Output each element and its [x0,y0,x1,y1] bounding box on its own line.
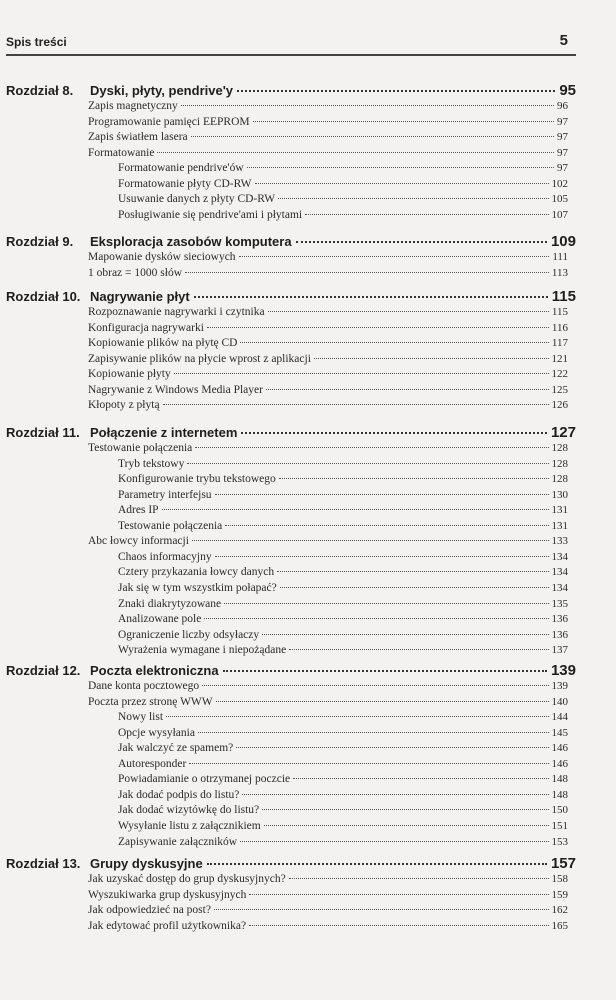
toc-entry [118,162,568,174]
entry-page: 134 [551,581,568,594]
dot-leader [215,494,549,495]
entry-page: 150 [551,804,568,817]
entry-page: 139 [551,680,568,692]
dot-leader [253,121,554,122]
entry-page: 125 [551,383,568,396]
toc-entry [88,680,568,692]
chapter-page: 115 [551,288,576,305]
dot-leader [174,373,549,374]
entry-page: 105 [551,193,568,206]
entry-title: Usuwanie danych z płyty CD-RW [118,193,276,206]
dot-leader [216,701,549,702]
entry-page: 148 [551,788,568,801]
toc-entry [118,836,568,848]
chapter-number: Rozdział 10. [6,289,81,304]
chapter-page: 109 [550,233,576,250]
chapter-heading [6,288,576,305]
toc-entry [118,758,568,770]
toc-entry [88,904,568,916]
dot-leader [214,909,549,910]
dot-leader [195,447,548,448]
dot-leader [194,296,548,298]
entry-title: Rozpoznawanie nagrywarki i czytnika [88,306,265,318]
dot-leader [241,432,547,434]
entry-title: Jak edytować profil użytkownika? [88,919,247,932]
toc-entry [88,251,568,263]
entry-title: Adres IP [118,504,159,517]
entry-page: 130 [551,488,568,501]
dot-leader [289,878,549,879]
dot-leader [157,152,554,153]
dot-leader [236,747,548,748]
toc-entry [88,100,568,112]
toc-entry [88,147,568,159]
dot-leader [181,105,554,106]
entry-title: Kopiowanie płyty [88,368,171,381]
entry-title: Chaos informacyjny [118,550,212,563]
dot-leader [240,342,548,343]
entry-title: Testowanie połączenia [88,442,193,454]
dot-leader [237,90,555,92]
entry-title: Jak walczyć ze spamem? [118,742,234,755]
chapter-number: Rozdział 9. [6,234,74,249]
entry-title: Posługiwanie się pendrive'ami i płytami [118,208,303,221]
dot-leader [268,311,549,312]
toc-entry [118,193,568,205]
running-title: Spis treści [6,35,67,49]
dot-leader [198,732,549,733]
entry-title: Nagrywanie z Windows Media Player [88,383,263,396]
entry-page: 153 [551,835,568,848]
toc-entry [88,442,568,454]
entry-title: Autoresponder [118,757,187,770]
dot-leader [279,478,549,479]
entry-page: 144 [551,711,568,724]
dot-leader [314,358,549,359]
entry-page: 134 [551,566,568,579]
entry-title: Programowanie pamięci EEPROM [88,115,250,128]
chapter-heading [6,233,576,250]
dot-leader [293,778,548,779]
toc-entry [118,489,568,501]
entry-title: Testowanie połączenia [118,519,223,532]
chapter-page: 139 [550,662,576,679]
toc-entry [88,873,568,885]
toc-entry [118,582,568,594]
entry-title: Kopiowanie plików na płytę CD [88,337,238,350]
chapter-heading [6,82,576,99]
entry-title: Znaki diakrytyzowane [118,597,222,610]
toc-entry [118,613,568,625]
entry-title: Tryb tekstowy [118,457,185,470]
entry-title: Zapis magnetyczny [88,100,178,112]
dot-leader [239,256,550,257]
page-header [6,30,576,54]
entry-page: 135 [551,597,568,610]
dot-leader [189,763,548,764]
entry-page: 159 [551,888,568,901]
dot-leader [207,863,547,865]
chapter-title: Poczta elektroniczna [90,663,219,678]
entry-title: Jak odpowiedzieć na post? [88,904,211,917]
dot-leader [166,716,548,717]
entry-page: 128 [551,442,568,454]
dot-leader [215,556,549,557]
entry-page: 117 [551,337,568,350]
entry-title: 1 obraz = 1000 słów [88,266,182,279]
chapter-heading [6,424,576,441]
toc-entry [118,820,568,832]
entry-page: 97 [557,115,568,128]
entry-page: 115 [551,306,568,318]
chapter-page: 157 [550,855,576,872]
dot-leader [223,670,547,672]
entry-title: Konfigurowanie trybu tekstowego [118,473,276,486]
entry-title: Dane konta pocztowego [88,680,200,692]
entry-page: 136 [551,613,568,626]
entry-title: Opcje wysyłania [118,726,195,739]
dot-leader [192,540,549,541]
chapter-title: Nagrywanie płyt [90,289,190,304]
toc-entry [118,520,568,532]
toc-entry [118,566,568,578]
dot-leader [225,525,548,526]
entry-title: Zapisywanie plików na płycie wprost z aplikacji [88,352,311,365]
toc-entry [88,322,568,334]
entry-title: Analizowane pole [118,613,202,626]
entry-page: 133 [551,535,568,548]
entry-title: Kłopoty z płytą [88,399,160,412]
entry-page: 134 [551,550,568,563]
entry-page: 97 [557,146,568,159]
entry-title: Cztery przykazania łowcy danych [118,566,275,579]
toc-entry [118,629,568,641]
toc-entry [118,209,568,221]
toc-entry [118,773,568,785]
chapter-title: Grupy dyskusyjne [90,856,203,871]
chapter-heading [6,662,576,679]
entry-page: 97 [557,162,568,175]
entry-page: 113 [551,266,568,279]
toc-entry [118,789,568,801]
toc-entry [118,458,568,470]
page-number: 5 [559,32,568,49]
entry-title: Abc łowcy informacji [88,535,189,548]
entry-page: 165 [551,919,568,932]
dot-leader [266,389,549,390]
dot-leader [280,587,549,588]
entry-title: Wyszukiwarka grup dyskusyjnych [88,888,247,901]
toc-entry [118,804,568,816]
dot-leader [278,198,548,199]
dot-leader [249,925,548,926]
entry-page: 96 [557,100,568,112]
entry-page: 146 [551,742,568,755]
toc-entry [88,306,568,318]
dot-leader [249,894,548,895]
chapter-heading [6,855,576,872]
dot-leader [207,327,549,328]
toc-entry [88,131,568,143]
entry-page: 128 [551,457,568,470]
entry-page: 121 [551,352,568,365]
toc-entry [118,551,568,563]
entry-page: 111 [552,251,568,263]
entry-title: Ograniczenie liczby odsyłaczy [118,628,260,641]
chapter-number: Rozdział 8. [6,83,74,98]
entry-page: 97 [557,131,568,144]
entry-title: Formatowanie [88,146,155,159]
entry-page: 140 [551,695,568,708]
toc-entry [88,116,568,128]
toc-entry [118,644,568,656]
chapter-number: Rozdział 13. [6,856,81,871]
chapter-number: Rozdział 11. [6,425,80,440]
chapter-title: Połączenie z internetem [90,425,238,440]
dot-leader [191,136,554,137]
dot-leader [262,809,548,810]
dot-leader [277,571,548,572]
entry-page: 158 [551,873,568,885]
entry-title: Jak się w tym wszystkim połapać? [118,581,277,594]
toc-entry [118,473,568,485]
entry-title: Formatowanie pendrive'ów [118,162,244,175]
entry-page: 146 [551,757,568,770]
chapter-page: 95 [559,82,576,99]
entry-page: 116 [551,321,568,334]
entry-page: 107 [551,208,568,221]
dot-leader [202,685,548,686]
dot-leader [247,167,554,168]
entry-title: Formatowanie płyty CD-RW [118,177,252,190]
entry-title: Zapis światłem lasera [88,131,188,144]
dot-leader [264,825,549,826]
entry-page: 102 [551,177,568,190]
toc-entry [88,337,568,349]
header-rule [6,54,576,56]
dot-leader [185,272,549,273]
chapter-title: Dyski, płyty, pendrive'y [90,83,234,98]
toc-entry [118,711,568,723]
dot-leader [255,183,549,184]
toc-entry [88,399,568,411]
entry-title: Jak dodać wizytówkę do listu? [118,804,260,817]
chapter-page: 127 [550,424,576,441]
dot-leader [163,404,549,405]
toc-entry [118,178,568,190]
entry-title: Zapisywanie załączników [118,835,238,848]
toc-entry [88,535,568,547]
chapter-title: Eksploracja zasobów komputera [90,234,292,249]
toc-entry [88,384,568,396]
chapter-number: Rozdział 12. [6,663,81,678]
entry-title: Jak uzyskać dostęp do grup dyskusyjnych? [88,873,286,885]
toc-entry [118,742,568,754]
entry-title: Parametry interfejsu [118,488,212,501]
dot-leader [305,214,548,215]
entry-title: Wyrażenia wymagane i niepożądane [118,644,287,657]
toc-entry [88,920,568,932]
dot-leader [240,841,548,842]
toc-entry [88,267,568,279]
dot-leader [204,618,548,619]
dot-leader [242,794,548,795]
entry-page: 145 [551,726,568,739]
dot-leader [296,241,547,243]
entry-title: Konfiguracja nagrywarki [88,321,204,334]
toc-entry [118,598,568,610]
entry-page: 126 [551,399,568,412]
dot-leader [187,463,548,464]
entry-page: 148 [551,773,568,786]
dot-leader [262,634,548,635]
entry-title: Poczta przez stronę WWW [88,695,213,708]
entry-title: Nowy list [118,711,164,724]
entry-page: 162 [551,904,568,917]
entry-page: 151 [551,819,568,832]
toc-entry [88,353,568,365]
dot-leader [162,509,549,510]
toc-entry [118,504,568,516]
toc-entry [88,889,568,901]
entry-title: Wysyłanie listu z załącznikiem [118,819,261,832]
toc-entry [88,696,568,708]
entry-page: 137 [551,644,568,657]
entry-page: 128 [551,473,568,486]
toc-entry [88,368,568,380]
toc-entry [118,727,568,739]
entry-page: 122 [551,368,568,381]
dot-leader [289,649,548,650]
entry-page: 136 [551,628,568,641]
entry-title: Jak dodać podpis do listu? [118,788,240,801]
entry-title: Mapowanie dysków sieciowych [88,251,236,263]
entry-title: Powiadamianie o otrzymanej poczcie [118,773,291,786]
entry-page: 131 [551,519,568,532]
dot-leader [224,603,548,604]
entry-page: 131 [551,504,568,517]
